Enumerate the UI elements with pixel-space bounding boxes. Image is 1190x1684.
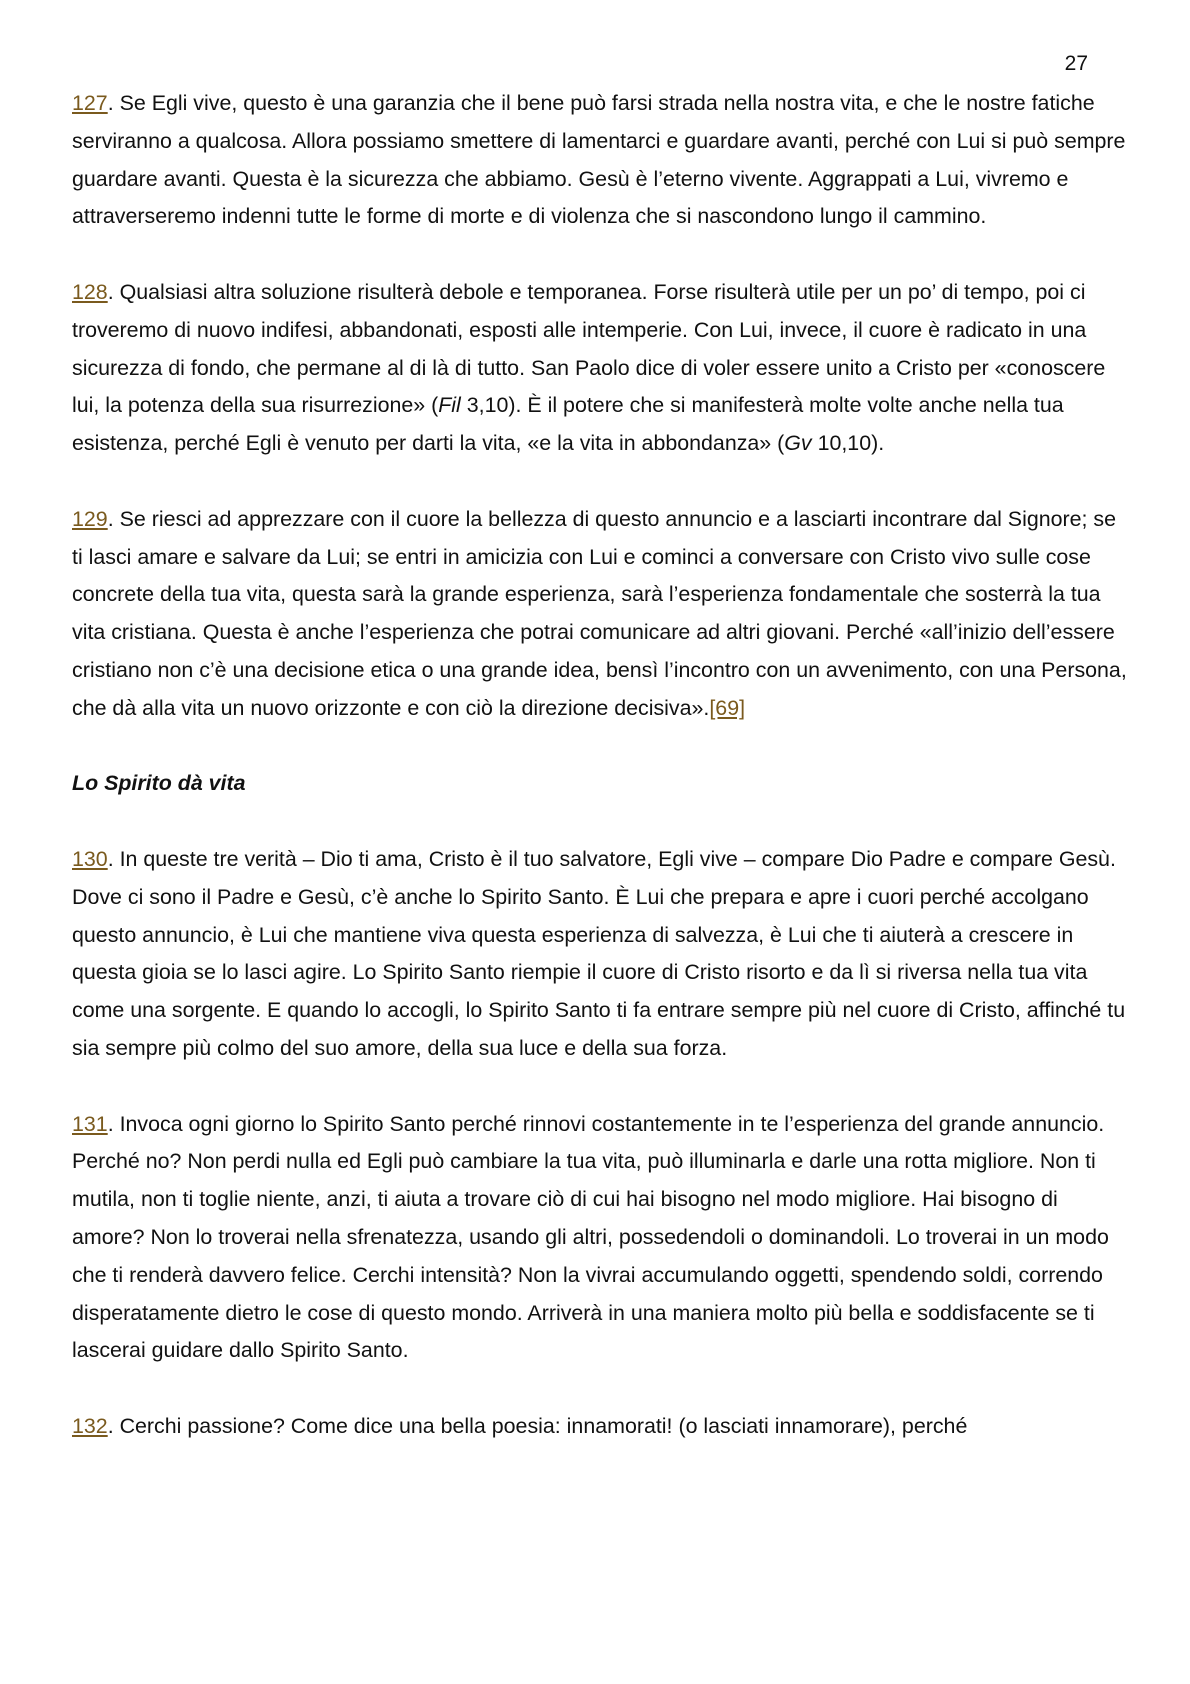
paragraph-132 xyxy=(72,1408,1132,1446)
paragraph-number-link[interactable]: 132 xyxy=(72,1413,108,1438)
paragraph-text: 3,10). È il potere che si manifesterà molte volte anche nella tua esistenza, perché Egli è venuto per darti la vita, «e la vita in abbondanza» ( xyxy=(72,393,1064,456)
paragraph-text: . Se Egli vive, questo è una garanzia che il bene può farsi strada nella nostra vita, e che le nostre fatiche serviranno a qualcosa. Allora possiamo smettere di lamentarci e guardare avanti, perché con Lui si può sempre guardare avanti. Questa è la sicurezza che abbiamo. Gesù è l’eterno vivente. Aggrappati a Lui, vivremo e attraverseremo indenni tutte le forme di morte e di violenza che si nascondono lungo il cammino. xyxy=(72,91,1126,229)
paragraph-128 xyxy=(72,274,1132,463)
document-body xyxy=(72,85,1132,1483)
section-heading: Lo Spirito dà vita xyxy=(72,771,246,796)
paragraph-text: 10,10). xyxy=(811,431,885,456)
page-number: 27 xyxy=(1064,52,1088,75)
paragraph-129 xyxy=(72,501,1132,728)
paragraph-number-link[interactable]: 130 xyxy=(72,846,108,871)
paragraph-number-link[interactable]: 129 xyxy=(72,506,108,531)
paragraph-130 xyxy=(72,841,1132,1068)
paragraph-text: . Qualsiasi altra soluzione risulterà debole e temporanea. Forse risulterà utile per un po’ di tempo, poi ci troveremo di nuovo indifesi, abbandonati, esposti alle intemperie. Con Lui, invece, il cuore è radicato in una sicurezza di fondo, che permane al di là di tutto. San Paolo dice di voler essere unito a Cristo per «conoscere lui, la potenza della sua risurrezione» ( xyxy=(72,279,1106,418)
paragraph-number-link[interactable]: 131 xyxy=(72,1111,108,1136)
paragraph-number-link[interactable]: 127 xyxy=(72,91,108,115)
bible-reference: Gv xyxy=(784,431,812,456)
paragraph-127 xyxy=(72,85,1132,236)
paragraph-text: . Se riesci ad apprezzare con il cuore la bellezza di questo annuncio e a lasciarti incontrare dal Signore; se ti lasci amare e salvare da Lui; se entri in amicizia con Lui e cominci a conversare con Cristo vivo sulle cose concrete della tua vita, questa sarà la grande esperienza, sarà l’esperienza fondamentale che sosterrà la tua vita cristiana. Questa è anche l’esperienza che potrai comunicare ad altri giovani. Perché «all’inizio dell’essere cristiano non c’è una decisione etica o una grande idea, bensì l’incontro con un avvenimento, con una Persona, che dà alla vita un nuovo orizzonte e con ciò la direzione decisiva». xyxy=(72,506,1127,720)
paragraph-text: . Cerchi passione? Come dice una bella poesia: innamorati! (o lasciati innamorare), perché xyxy=(107,1413,968,1438)
paragraph-number-link[interactable]: 128 xyxy=(72,279,108,304)
footnote-link[interactable]: [69] xyxy=(709,695,746,720)
paragraph-text: . Invoca ogni giorno lo Spirito Santo perché rinnovi costantemente in te l’esperienza del grande annuncio. Perché no? Non perdi nulla ed Egli può cambiare la tua vita, può illuminarla e darle una rotta migliore. Non ti mutila, non ti toglie niente, anzi, ti aiuta a trovare ciò di cui hai bisogno nel modo migliore. Hai bisogno di amore? Non lo troverai nella sfrenatezza, usando gli altri, possedendoli o dominandoli. Lo troverai in un modo che ti renderà davvero felice. Cerchi intensità? Non la vivrai accumulando oggetti, spendendo soldi, correndo disperatamente dietro le cose di questo mondo. Arriverà in una maniera molto più bella e soddisfacente se ti lascerai guidare dallo Spirito Santo. xyxy=(72,1111,1109,1363)
bible-reference: Fil xyxy=(438,393,461,418)
paragraph-text: . In queste tre verità – Dio ti ama, Cristo è il tuo salvatore, Egli vive – compare Dio Padre e compare Gesù. Dove ci sono il Padre e Gesù, c’è anche lo Spirito Santo. È Lui che prepara e apre i cuori perché accolgano questo annuncio, è Lui che mantiene viva questa esperienza di salvezza, è Lui che ti aiuterà a crescere in questa gioia se lo lasci agire. Lo Spirito Santo riempie il cuore di Cristo risorto e da lì si riversa nella tua vita come una sorgente. E quando lo accogli, lo Spirito Santo ti fa entrare sempre più nel cuore di Cristo, affinché tu sia sempre più colmo del suo amore, della sua luce e della sua forza. xyxy=(72,846,1126,1060)
paragraph-131 xyxy=(72,1106,1132,1371)
